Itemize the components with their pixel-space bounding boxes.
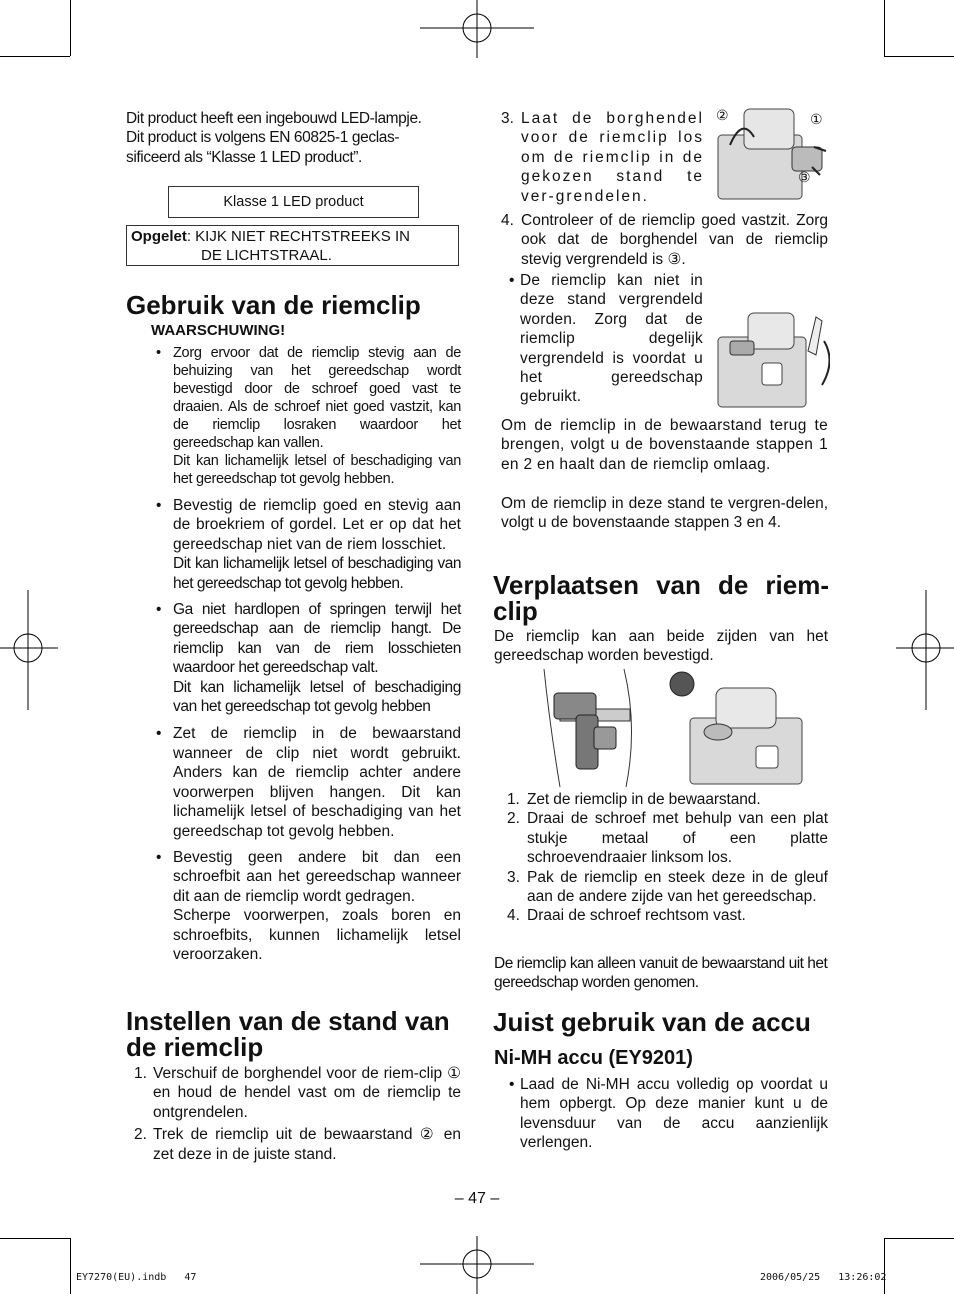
subsection-title-nimh: Ni-MH accu (EY9201)	[494, 1047, 693, 1069]
led-class-label: Klasse 1 LED product	[168, 186, 419, 218]
list-item: 1. Verschuif de borghendel voor de riem-clip ① en houd de hendel vast om de riemclip te ontgrendelen.	[134, 1065, 461, 1121]
list-item: • Zorg ervoor dat de riemclip stevig aan de behuizing van het gereedschap wordt bevestigd door de schroef goed vast te draaien. Als de schroef niet goed vastzit, kan de riemclip losraken waardoor het gereedschap kan vallen. Dit kan lichamelijk letsel of beschadiging van het gereedschap tot gevolg hebben.	[156, 345, 461, 487]
footer-date: 2006/05/25 13:26:02	[760, 1272, 887, 1283]
list-item: • Zet de riemclip in de bewaarstand wanneer de clip niet wordt gebruikt. Anders kan de riemclip achter andere voorwerpen blijven hangen. Dit kan lichamelijk letsel of beschadiging van het gereedschap tot gevolg hebben.	[156, 725, 461, 840]
section-title-position: Instellen van de stand van de riemclip	[126, 1006, 450, 1062]
clip-unlocked-figure	[712, 311, 830, 411]
list-item: • Bevestig geen andere bit dan een schroefbit aan het gereedschap wanneer dit aan de riemclip wordt gedragen. Scherpe voorwerpen, zoals boren en schroefbits, kunnen lichamelijk letsel veroorzaken.	[156, 848, 461, 963]
storage-paragraph-1: Om de riemclip in de bewaarstand terug te brengen, volgt u de bovenstaande stappen 1 en 2 en haalt dan de riemclip omlaag.	[501, 417, 828, 473]
label-2: ②	[716, 107, 729, 123]
caution-box: Opgelet: KIJK NIET RECHTSTREEKS IN DE LICHTSTRAAL.	[126, 225, 459, 266]
footer-file: EY7270(EU).indb 47	[76, 1272, 197, 1283]
list-item: 3. Pak de riemclip en steek deze in de gleuf aan de andere zijde van het gereedschap.	[507, 868, 828, 906]
list-item: 4. Controleer of de riemclip goed vastzit. Zorg ook dat de borghendel van de riemclip stevig vergrendeld is ③.	[501, 212, 828, 268]
intro-text: Dit product heeft een ingebouwd LED-lampje. Dit product is volgens EN 60825-1 geclas- sificeerd als “Klasse 1 LED product”.	[126, 110, 422, 166]
warning-label: WAARSCHUWING!	[151, 322, 286, 339]
label-3: ③	[798, 169, 811, 185]
move-clip-intro: De riemclip kan aan beide zijden van het gereedschap worden bevestigd.	[494, 628, 828, 665]
move-clip-steps	[500, 790, 828, 926]
battery-list	[501, 1075, 828, 1153]
warning-list	[154, 344, 461, 964]
list-item: 3. Laat de borghendel voor de riemclip los om de riemclip in de gekozen stand te ver-grendelen.	[501, 110, 704, 205]
position-step-3	[494, 109, 704, 206]
move-clip-note: De riemclip kan alleen vanuit de bewaarstand uit het gereedschap worden genomen.	[494, 955, 828, 992]
registration-mark-bottom	[420, 1236, 534, 1294]
list-item: 1. Zet de riemclip in de bewaarstand.	[507, 791, 761, 808]
list-item: • Laad de Ni-MH accu volledig op voordat u hem opbergt. Op deze manier kunt u de levensduur van de accu aanzienlijk verlengen.	[509, 1076, 828, 1152]
section-title-battery: Juist gebruik van de accu	[493, 1007, 811, 1037]
lock-note	[501, 271, 703, 407]
storage-paragraph-2: Om de riemclip in deze stand te vergren-delen, volgt u de bovenstaande stappen 3 en 4.	[501, 495, 828, 532]
registration-mark-right	[896, 590, 954, 710]
list-item: • De riemclip kan niet in deze stand vergrendeld worden. Zorg dat de riemclip degelijk vergrendeld is voordat u het gereedschap gebruikt.	[509, 272, 703, 406]
label-1: ①	[810, 111, 823, 127]
list-item: • Bevestig de riemclip goed en stevig aan de broekriem of gordel. Let er op dat het gereedschap niet van de riem losschiet. Dit kan lichamelijk letsel of beschadiging van het gereedschap tot gevolg hebben.	[156, 497, 461, 592]
registration-mark-left	[0, 590, 60, 710]
screw-detail-figure	[668, 668, 804, 788]
list-item: 2. Draai de schroef met behulp van een plat stukje metaal of een platte schroevendraaier linksom los.	[507, 810, 828, 867]
release-clip-figure	[714, 107, 830, 205]
section-title-belt-clip: Gebruik van de riemclip	[126, 290, 421, 320]
list-item: 2. Trek de riemclip uit de bewaarstand ② en zet deze in de juiste stand.	[134, 1126, 461, 1163]
list-item: • Ga niet hardlopen of springen terwijl het gereedschap aan de riemclip hangt. De riemclip kan van de riem losschieten waardoor het gereedschap valt. Dit kan lichamelijk letsel of beschadiging van het gereedschap tot gevolg hebben	[156, 601, 461, 716]
page-number: – 47 –	[454, 1190, 500, 1207]
tool-on-belt-figure	[540, 667, 640, 789]
section-title-move-clip: Verplaatsen van de riem- clip	[493, 570, 829, 626]
list-item: 4. Draai de schroef rechtsom vast.	[507, 907, 746, 925]
position-step-4	[494, 211, 828, 269]
position-steps-a	[126, 1064, 461, 1164]
registration-mark-top	[420, 0, 534, 60]
